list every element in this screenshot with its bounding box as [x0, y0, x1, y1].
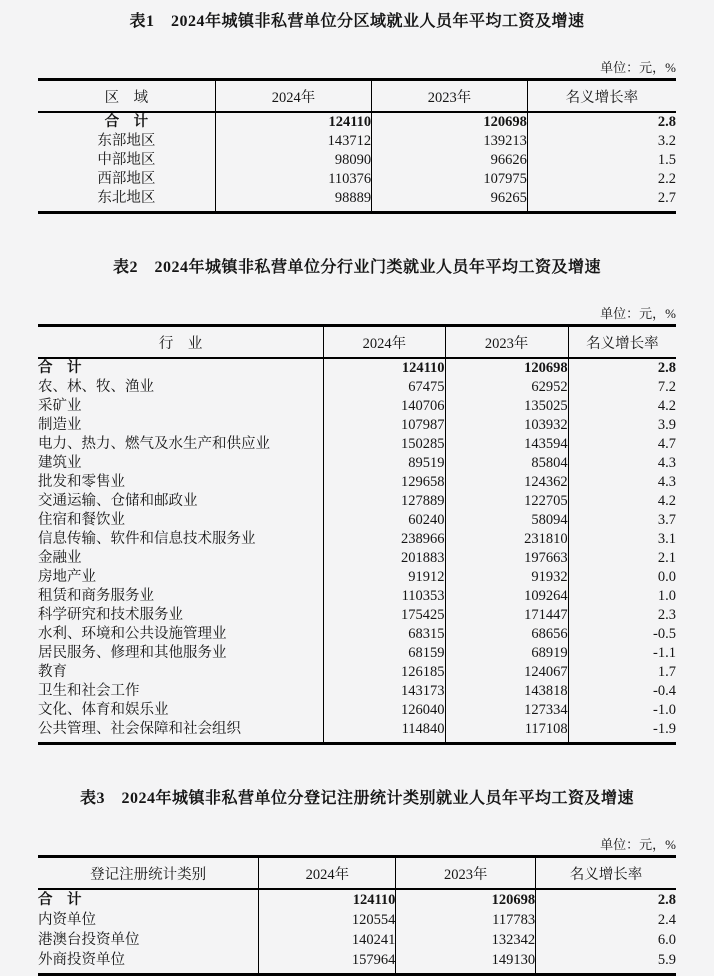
growth-rate: 3.1	[568, 530, 676, 549]
growth-rate: -0.5	[568, 625, 676, 644]
table-header-row	[38, 857, 676, 890]
value-2024: 175425	[324, 606, 445, 625]
value-2024: 124110	[259, 889, 396, 910]
row-label: 合 计	[104, 114, 149, 130]
value-2023: 68919	[445, 644, 568, 663]
value-2024: 126040	[324, 701, 445, 720]
table-row	[38, 112, 676, 132]
growth-rate: 2.8	[568, 358, 676, 378]
table-row	[38, 682, 676, 701]
table-row	[38, 625, 676, 644]
table-row	[38, 132, 676, 151]
table-row	[38, 950, 676, 975]
growth-rate: -1.9	[568, 720, 676, 744]
column-header-2024: 2024年	[215, 80, 371, 113]
growth-rate: -0.4	[568, 682, 676, 701]
value-2024: 157964	[259, 950, 396, 975]
row-label: 租赁和商务服务业	[38, 588, 154, 604]
value-2023: 107975	[372, 170, 528, 189]
row-label: 采矿业	[38, 398, 82, 414]
row-label: 电力、热力、燃气及水生产和供应业	[38, 436, 270, 452]
table-header-row	[38, 326, 676, 359]
table-row	[38, 189, 676, 213]
row-label: 批发和零售业	[38, 474, 125, 490]
registration-table	[38, 855, 676, 976]
value-2023: 96626	[372, 151, 528, 170]
table3-section	[38, 785, 676, 976]
table1-unit-label: 单位：元，%	[600, 60, 676, 75]
column-header-2023: 2023年	[372, 80, 528, 113]
value-2024: 91912	[324, 568, 445, 587]
value-2023: 120698	[445, 358, 568, 378]
value-2024: 107987	[324, 416, 445, 435]
column-header-2024: 2024年	[259, 857, 396, 890]
growth-rate: 3.7	[568, 511, 676, 530]
industry-table	[38, 324, 676, 745]
table1-title: 表1 2024年城镇非私营单位分区域就业人员年平均工资及增速	[129, 13, 585, 30]
value-2023: 120698	[372, 112, 528, 132]
value-2024: 98090	[215, 151, 371, 170]
growth-rate: 4.3	[568, 473, 676, 492]
table-row	[38, 701, 676, 720]
growth-rate: -1.0	[568, 701, 676, 720]
row-label: 中部地区	[97, 152, 156, 168]
value-2023: 171447	[445, 606, 568, 625]
table-row	[38, 720, 676, 744]
table-row	[38, 492, 676, 511]
value-2024: 98889	[215, 189, 371, 213]
value-2024: 143173	[324, 682, 445, 701]
table-row	[38, 530, 676, 549]
table-row	[38, 170, 676, 189]
value-2023: 124362	[445, 473, 568, 492]
growth-rate: 2.8	[536, 889, 676, 910]
value-2023: 132342	[396, 930, 536, 950]
growth-rate: 2.2	[527, 170, 676, 189]
value-2024: 114840	[324, 720, 445, 744]
value-2024: 68159	[324, 644, 445, 663]
value-2023: 117783	[396, 910, 536, 930]
row-label: 房地产业	[38, 569, 96, 585]
table-row	[38, 606, 676, 625]
value-2023: 91932	[445, 568, 568, 587]
row-label: 住宿和餐饮业	[38, 512, 125, 528]
row-label: 建筑业	[38, 455, 82, 471]
value-2024: 110376	[215, 170, 371, 189]
value-2024: 67475	[324, 378, 445, 397]
value-2024: 201883	[324, 549, 445, 568]
value-2023: 58094	[445, 511, 568, 530]
value-2024: 68315	[324, 625, 445, 644]
column-header-growth: 名义增长率	[536, 857, 676, 890]
table-row	[38, 454, 676, 473]
value-2023: 143818	[445, 682, 568, 701]
row-label: 文化、体育和娱乐业	[38, 702, 169, 718]
value-2024: 150285	[324, 435, 445, 454]
row-label: 内资单位	[38, 912, 96, 928]
table-row	[38, 473, 676, 492]
value-2023: 117108	[445, 720, 568, 744]
value-2024: 110353	[324, 587, 445, 606]
value-2024: 126185	[324, 663, 445, 682]
table-row	[38, 358, 676, 378]
column-header-2024: 2024年	[324, 326, 445, 359]
row-label: 信息传输、软件和信息技术服务业	[38, 531, 256, 547]
growth-rate: 2.1	[568, 549, 676, 568]
growth-rate: 2.8	[527, 112, 676, 132]
column-header-industry: 行 业	[38, 326, 324, 359]
value-2023: 103932	[445, 416, 568, 435]
table-row	[38, 416, 676, 435]
growth-rate: 2.7	[527, 189, 676, 213]
table3-unit-label: 单位：元，%	[600, 837, 676, 852]
value-2024: 120554	[259, 910, 396, 930]
value-2023: 122705	[445, 492, 568, 511]
table-row	[38, 930, 676, 950]
value-2023: 197663	[445, 549, 568, 568]
value-2023: 109264	[445, 587, 568, 606]
value-2023: 85804	[445, 454, 568, 473]
value-2023: 143594	[445, 435, 568, 454]
value-2024: 129658	[324, 473, 445, 492]
column-header-registration-type: 登记注册统计类别	[38, 857, 259, 890]
value-2024: 124110	[324, 358, 445, 378]
row-label: 制造业	[38, 417, 82, 433]
table-row	[38, 549, 676, 568]
value-2023: 231810	[445, 530, 568, 549]
value-2023: 96265	[372, 189, 528, 213]
value-2023: 120698	[396, 889, 536, 910]
table-row	[38, 151, 676, 170]
table2-section	[38, 254, 676, 745]
row-label: 科学研究和技术服务业	[38, 607, 183, 623]
value-2024: 127889	[324, 492, 445, 511]
value-2023: 149130	[396, 950, 536, 975]
table-row	[38, 511, 676, 530]
region-table	[38, 78, 676, 214]
growth-rate: 1.5	[527, 151, 676, 170]
table-row	[38, 397, 676, 416]
growth-rate: 2.3	[568, 606, 676, 625]
row-label: 合 计	[38, 360, 82, 376]
value-2023: 68656	[445, 625, 568, 644]
growth-rate: 3.9	[568, 416, 676, 435]
table-row	[38, 587, 676, 606]
column-header-growth: 名义增长率	[568, 326, 676, 359]
growth-rate: 7.2	[568, 378, 676, 397]
row-label: 东部地区	[97, 133, 156, 149]
table-row	[38, 663, 676, 682]
table3-title: 表3 2024年城镇非私营单位分登记注册统计类别就业人员年平均工资及增速	[79, 790, 634, 807]
table-row	[38, 910, 676, 930]
growth-rate: 4.2	[568, 492, 676, 511]
value-2024: 89519	[324, 454, 445, 473]
growth-rate: 0.0	[568, 568, 676, 587]
growth-rate: 4.2	[568, 397, 676, 416]
column-header-region: 区 域	[38, 80, 215, 113]
value-2024: 60240	[324, 511, 445, 530]
table1-section	[38, 0, 676, 214]
table-row	[38, 378, 676, 397]
growth-rate: 1.7	[568, 663, 676, 682]
value-2023: 62952	[445, 378, 568, 397]
growth-rate: 4.3	[568, 454, 676, 473]
growth-rate: -1.1	[568, 644, 676, 663]
value-2024: 140241	[259, 930, 396, 950]
value-2024: 143712	[215, 132, 371, 151]
row-label: 公共管理、社会保障和社会组织	[38, 721, 241, 737]
column-header-2023: 2023年	[396, 857, 536, 890]
growth-rate: 6.0	[536, 930, 676, 950]
row-label: 金融业	[38, 550, 82, 566]
value-2023: 139213	[372, 132, 528, 151]
value-2024: 124110	[215, 112, 371, 132]
value-2024: 238966	[324, 530, 445, 549]
row-label: 东北地区	[97, 190, 156, 206]
growth-rate: 3.2	[527, 132, 676, 151]
row-label: 外商投资单位	[38, 952, 125, 968]
row-label: 居民服务、修理和其他服务业	[38, 645, 227, 661]
table-row	[38, 568, 676, 587]
table-row	[38, 435, 676, 454]
growth-rate: 4.7	[568, 435, 676, 454]
row-label: 港澳台投资单位	[38, 932, 140, 948]
growth-rate: 2.4	[536, 910, 676, 930]
value-2023: 135025	[445, 397, 568, 416]
row-label: 农、林、牧、渔业	[38, 379, 154, 395]
column-header-growth: 名义增长率	[527, 80, 676, 113]
value-2023: 127334	[445, 701, 568, 720]
growth-rate: 5.9	[536, 950, 676, 975]
growth-rate: 1.0	[568, 587, 676, 606]
table2-title: 表2 2024年城镇非私营单位分行业门类就业人员年平均工资及增速	[112, 259, 601, 276]
row-label: 水利、环境和公共设施管理业	[38, 626, 227, 642]
row-label: 卫生和社会工作	[38, 683, 140, 699]
table2-unit-label: 单位：元，%	[600, 306, 676, 321]
table-header-row	[38, 80, 676, 113]
row-label: 西部地区	[97, 171, 156, 187]
row-label: 教育	[38, 664, 67, 680]
value-2024: 140706	[324, 397, 445, 416]
table-row	[38, 889, 676, 910]
row-label: 合 计	[38, 892, 82, 908]
table-row	[38, 644, 676, 663]
value-2023: 124067	[445, 663, 568, 682]
column-header-2023: 2023年	[445, 326, 568, 359]
row-label: 交通运输、仓储和邮政业	[38, 493, 198, 509]
